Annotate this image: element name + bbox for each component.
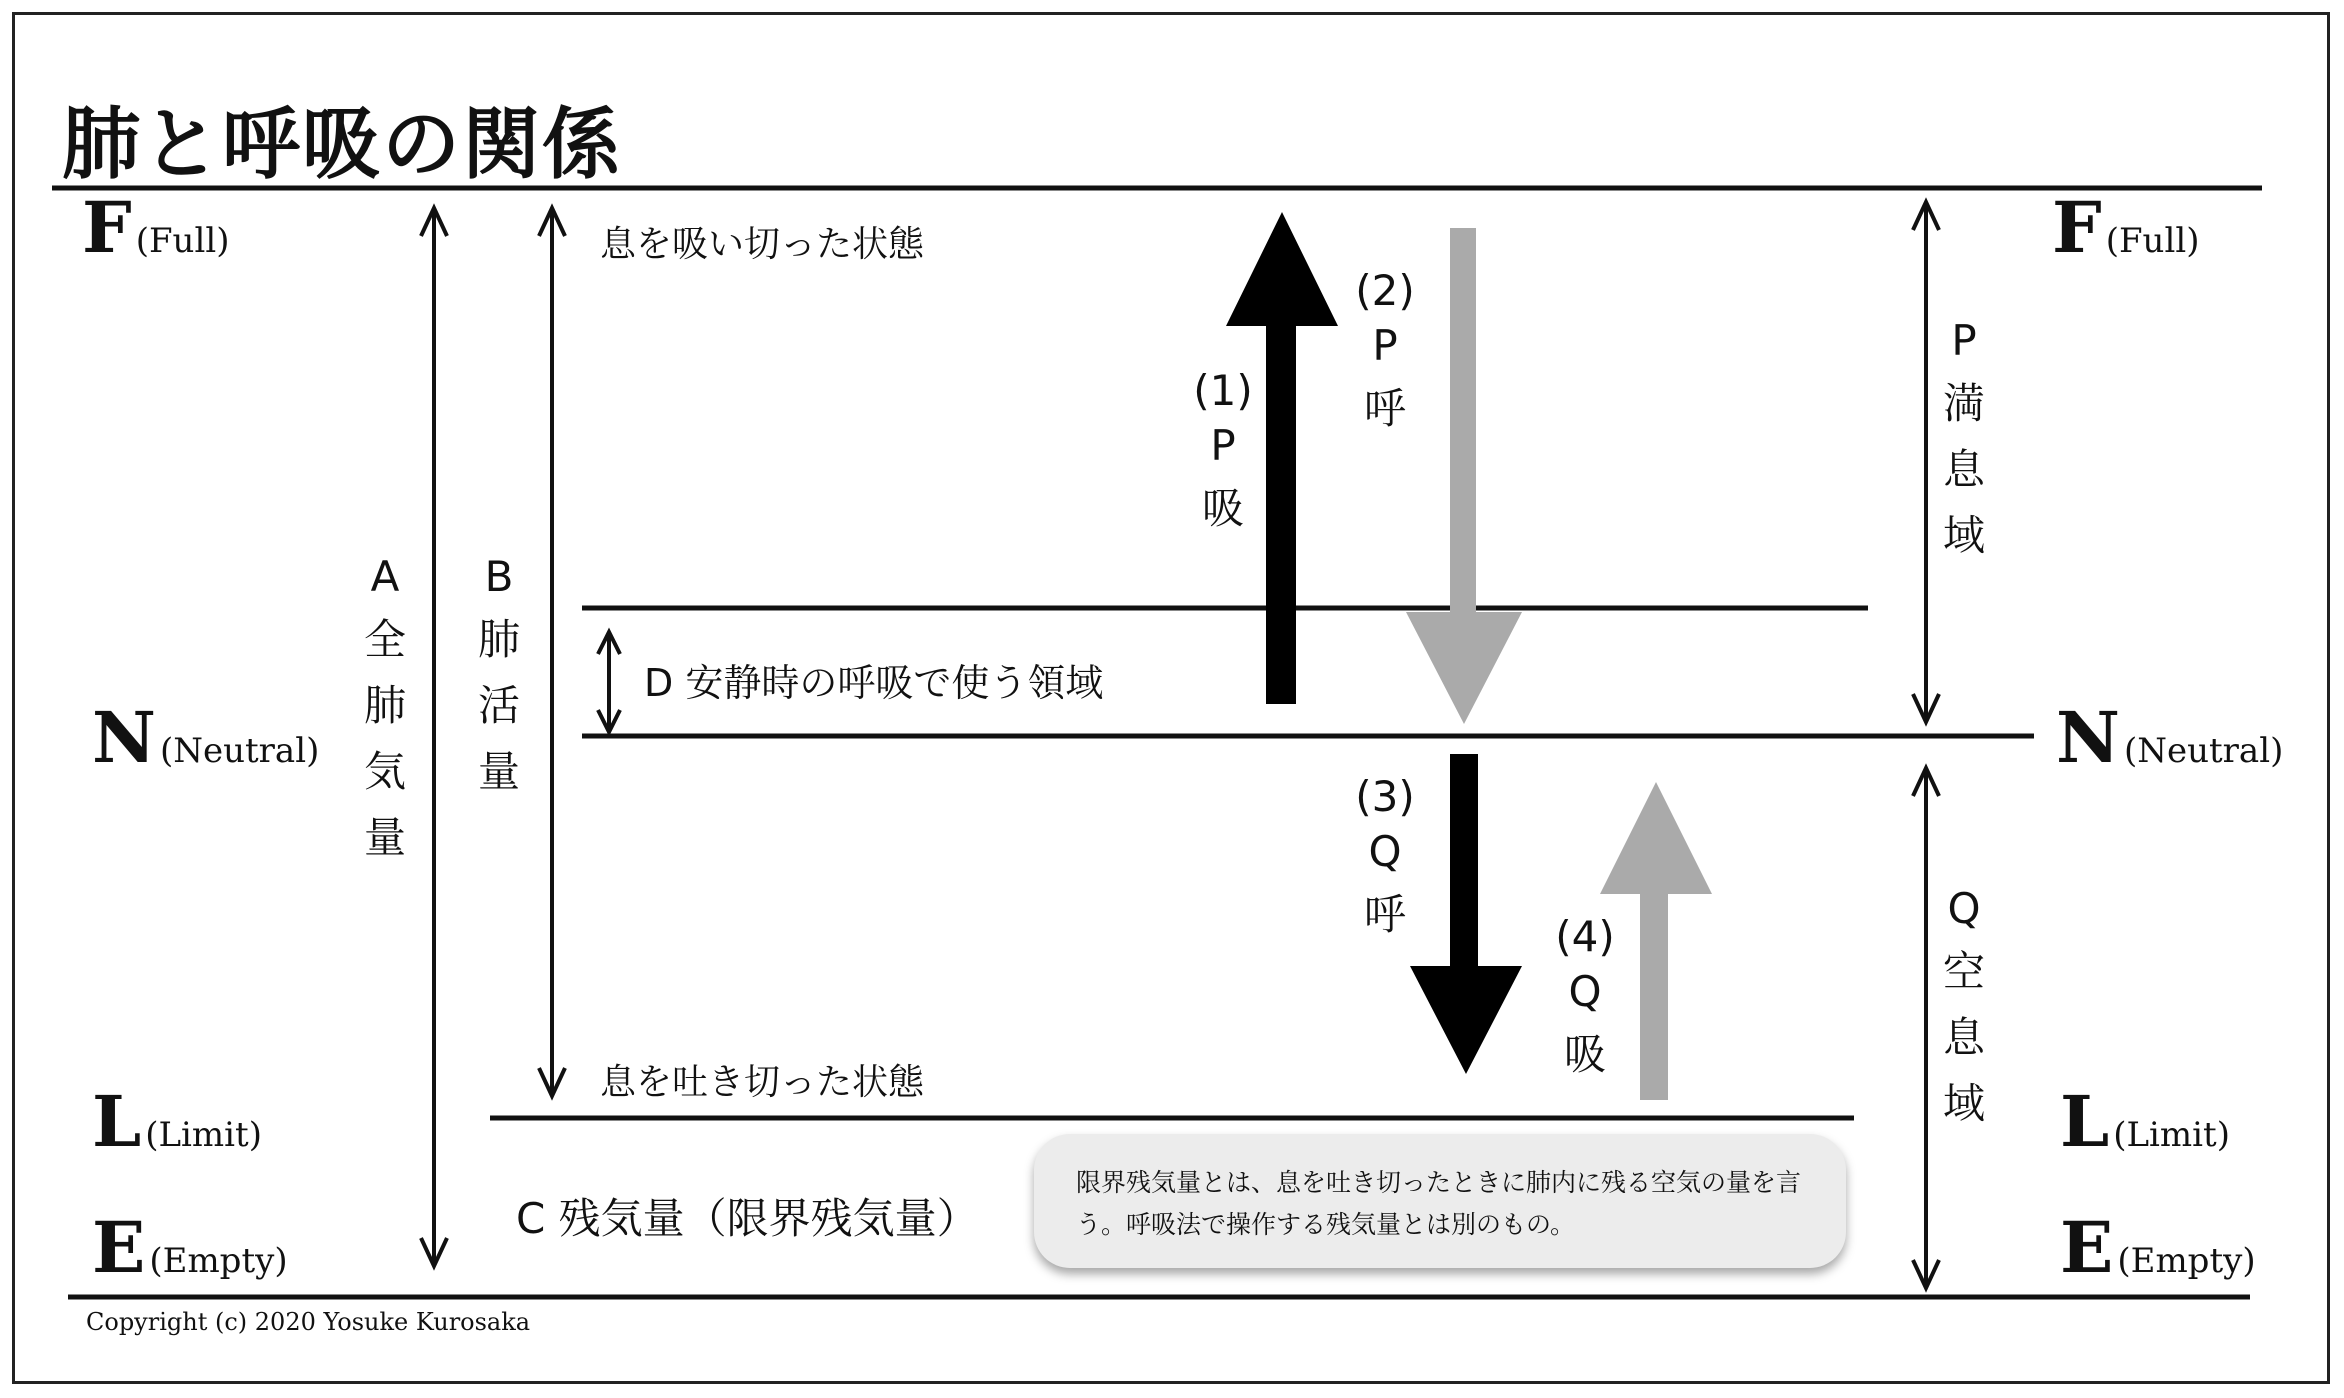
label-char: (4) [1555,912,1615,961]
label-char: 肺 [477,615,520,664]
label-char: Q [1568,967,1602,1016]
label-char: 満 [1942,379,1985,428]
d-range-arrow [598,632,620,732]
label-q-inhale [1540,912,1630,1082]
label-char: 吸 [1201,484,1244,533]
label-p-inhale [1178,366,1268,536]
level-letter: F [2052,186,2102,269]
label-char: 呼 [1363,384,1406,433]
residual-volume-note: 限界残気量とは、息を吐き切ったときに肺内に残る空気の量を言う。呼吸法で操作する残気量とは別のもの。 [1034,1134,1846,1268]
page-title: 肺と呼吸の関係 [62,100,623,190]
label-char: 活 [477,681,520,730]
label-char: 気 [363,747,406,796]
label-p-exhale [1340,266,1430,436]
label-char: 空 [1942,947,1985,996]
level-label: (Limit) [2113,1115,2230,1155]
label-q-exhale [1340,772,1430,942]
copyright-text: Copyright (c) 2020 Yosuke Kurosaka [86,1308,531,1336]
level-label: (Full) [135,221,230,261]
label-char: P [1951,316,1977,365]
label-char: 域 [1942,511,1985,560]
level-letter: L [2060,1080,2110,1163]
level-letter: L [92,1080,142,1163]
level-neutral-left [92,696,319,779]
label-char: A [370,552,400,601]
level-letter: E [2060,1206,2114,1289]
full-state-label: 息を吸い切った状態 [600,224,925,265]
label-char: 域 [1942,1079,1985,1128]
label-char: Q [1947,884,1981,933]
label-char: Q [1368,827,1402,876]
label-char: 吸 [1563,1030,1606,1079]
level-neutral-right [2056,696,2283,779]
level-limit-right [2060,1080,2230,1163]
label-char: B [484,552,514,601]
level-label: (Neutral) [2123,731,2284,771]
level-letter: F [82,186,132,269]
label-char: 全 [363,615,406,664]
limit-state-label: 息を吐き切った状態 [600,1062,925,1103]
b-range-arrow [539,208,565,1096]
level-full-left [82,186,229,269]
q-zone-arrow [1913,768,1939,1288]
label-char: 量 [363,813,406,862]
label-p-zone [1938,316,1990,563]
level-label: (Empty) [2117,1241,2256,1281]
label-char: 息 [1942,1013,1985,1062]
level-label: (Full) [2105,221,2200,261]
label-char: 息 [1942,445,1985,494]
label-b-vital-capacity [474,552,524,799]
label-char: (1) [1193,366,1253,415]
level-limit-left [92,1080,262,1163]
label-char: 量 [477,747,520,796]
level-letter: E [92,1206,146,1289]
label-char: P [1372,321,1398,370]
label-char: (3) [1355,772,1415,821]
level-label: (Neutral) [159,731,320,771]
level-empty-right [2060,1206,2256,1289]
level-letter: N [2056,696,2120,779]
label-c-residual-volume: C 残気量（限界残気量） [516,1194,979,1243]
level-label: (Limit) [145,1115,262,1155]
label-a-total-capacity [360,552,410,865]
label-d-resting-zone: D 安静時の呼吸で使う領域 [644,661,1104,705]
level-full-right [2052,186,2199,269]
label-char: 肺 [363,681,406,730]
label-char: P [1210,421,1236,470]
p-zone-arrow [1913,202,1939,722]
level-empty-left [92,1206,288,1289]
label-char: (2) [1355,266,1415,315]
a-range-arrow [421,208,447,1266]
label-q-zone [1938,884,1990,1131]
label-char: 呼 [1363,890,1406,939]
level-letter: N [92,696,156,779]
level-label: (Empty) [149,1241,288,1281]
